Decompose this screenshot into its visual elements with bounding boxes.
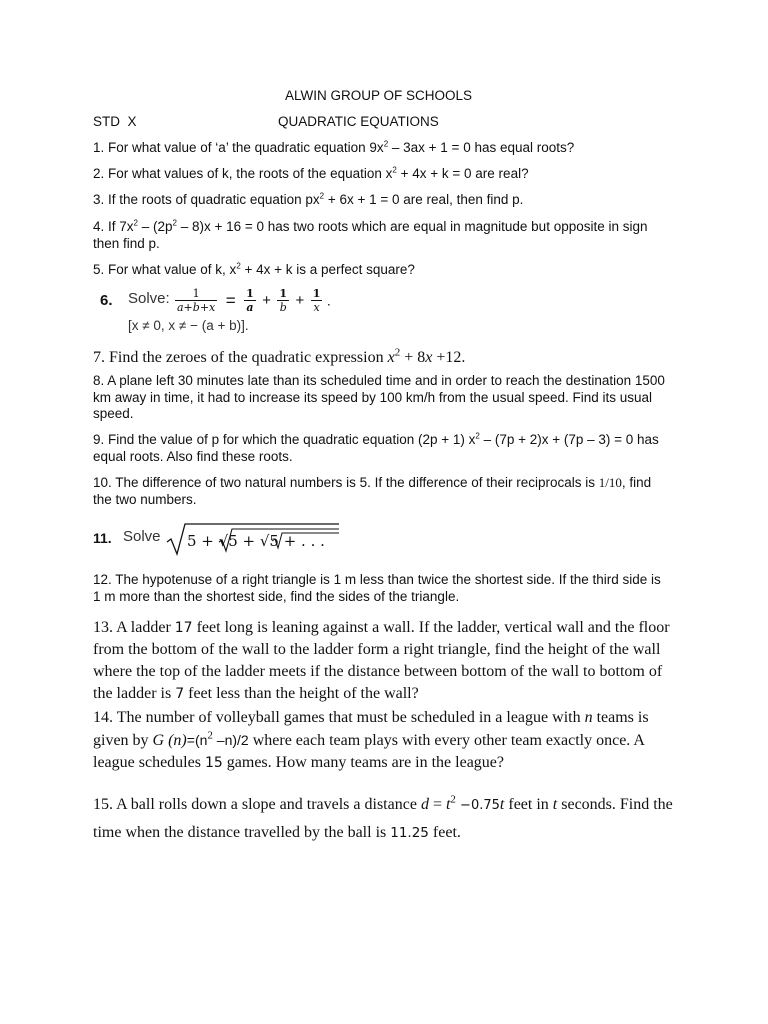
q7-text-c: +12. (432, 349, 466, 366)
q2-sup: 2 (392, 165, 397, 175)
q6-plus-1: + (262, 292, 271, 309)
q6-solve-label: Solve: (128, 290, 170, 307)
q6-lhs-fraction (175, 287, 217, 314)
q7-text-b: + 8 (400, 349, 426, 366)
q7-sup: 2 (394, 346, 401, 359)
question-5 (93, 262, 683, 279)
q15-text-f: feet. (428, 824, 461, 841)
q14-g-of-n: G (n) (152, 732, 187, 749)
q15-eq: = (428, 796, 446, 813)
q14-sup: 2 (207, 729, 213, 742)
question-7 (93, 347, 683, 369)
q14-var-n: n (584, 709, 593, 726)
q7-text-a: 7. Find the zeroes of the quadratic expression (93, 349, 388, 366)
q10-text-b: , find the two numbers. (93, 475, 652, 507)
question-4 (93, 219, 668, 252)
q14-text-f: games. How many teams are in the league? (222, 754, 505, 771)
q15-text-e: seconds. Find the time when the distance travelled by the ball is (93, 796, 673, 841)
q4-text-b: – (2p (137, 219, 173, 234)
topic-title: QUADRATIC EQUATIONS (278, 114, 439, 129)
q9-text-b: – (7p + 2)x + (7p – 3) = 0 has equal roots. Also find these roots. (93, 432, 659, 464)
q5-text-b: + 4x + k is a perfect square? (240, 262, 415, 277)
q11-solve-label: Solve (123, 528, 161, 545)
q6-period: . (326, 292, 331, 309)
q15-value: 11.25 (390, 825, 429, 841)
q13-text-c: feet less than the height of the wall? (184, 685, 419, 702)
q6-term3-denominator: x (313, 301, 320, 314)
q6-term1-denominator: a (246, 301, 254, 314)
q14-text-d: –n)/2 (212, 732, 249, 748)
q6-number: 6. (100, 292, 113, 309)
q10-fraction: 1/10 (598, 475, 622, 490)
q6-term3-fraction (311, 287, 323, 314)
question-14 (93, 707, 683, 774)
q6-term3-numerator: 1 (312, 287, 321, 300)
q1-text-a: 1. For what value of ‘a’ the quadratic equation 9x (93, 140, 384, 155)
q14-text-b: teams is given by (93, 709, 649, 749)
q6-plus-2: + (295, 292, 305, 309)
question-9 (93, 432, 673, 465)
q14-text-c: =(n (186, 732, 208, 748)
question-6 (100, 287, 500, 335)
q13-num-7: 7 (175, 686, 185, 702)
q4-sup-1: 2 (133, 218, 138, 228)
q6-lhs-denominator: a+b+x (177, 301, 216, 314)
q6-equation (175, 287, 331, 314)
q3-text-a: 3. If the roots of quadratic equation px (93, 192, 320, 207)
q14-text-e: where each team plays with every other team exactly once. A league schedules (93, 732, 645, 771)
q9-text-a: 9. Find the value of p for which the quadratic equation (2p + 1) x (93, 432, 476, 447)
q15-text-c: feet in (504, 796, 553, 813)
q3-text-b: + 6x + 1 = 0 are real, then find p. (324, 192, 524, 207)
question-10 (93, 475, 668, 508)
question-3 (93, 192, 683, 209)
question-13 (93, 617, 678, 705)
q15-var-t: t (445, 796, 451, 813)
q4-text-c: – 8)x + 16 = 0 has two roots which are equal in magnitude but opposite in sign then find p. (93, 219, 648, 251)
q6-term2-denominator: b (279, 301, 287, 314)
q3-sup: 2 (319, 191, 325, 201)
q15-text-a: 15. A ball rolls down a slope and travels a distance (93, 796, 421, 813)
q4-sup-2: 2 (172, 218, 177, 228)
q6-equals: = (225, 290, 236, 310)
q6-lhs-numerator: 1 (175, 287, 217, 301)
q11-expression: 5 + √5 + √5 + . . . (187, 532, 325, 550)
question-1 (93, 140, 683, 157)
q6-term1-fraction (244, 287, 256, 314)
question-12: 12. The hypotenuse of a right triangle is 1 m less than twice the shortest side. If the third side is 1 m more than the shortest side, find the sides of the triangle. (93, 572, 661, 604)
q1-sup: 2 (383, 139, 389, 149)
q6-condition: [x ≠ 0, x ≠ − (a + b)]. (128, 318, 249, 333)
q6-term2-fraction (277, 287, 289, 314)
q1-text-b: – 3ax + 1 = 0 has equal roots? (388, 140, 575, 155)
q15-var-t3: t (552, 796, 558, 813)
q5-text-a: 5. For what value of k, x (93, 262, 237, 277)
q10-text-a: 10. The difference of two natural numbers is 5. If the difference of their reciprocals is (93, 475, 599, 490)
question-8: 8. A plane left 30 minutes late than its scheduled time and in order to reach the destination 1500 km away in time, it had to increase its speed by 100 km/h from the usual speed. Find its usual speed. (93, 373, 665, 421)
question-2 (93, 166, 683, 183)
question-11 (93, 522, 393, 558)
q14-num-15: 15 (204, 755, 223, 771)
q15-text-b: −0.75 (455, 798, 500, 813)
q4-text-a: 4. If 7x (93, 219, 134, 234)
q14-text-a: 14. The number of volleyball games that must be scheduled in a league with (93, 709, 585, 726)
q2-text-b: + 4x + k = 0 are real? (396, 166, 529, 181)
q13-text-b: feet long is leaning against a wall. If the ladder, vertical wall and the floor from the bottom of the wall to the ladder form a right triangle, find the height of the wall where the top of the ladder meets if the distance between bottom of the wall to bottom of the ladder is (93, 619, 670, 702)
q13-num-17: 17 (174, 620, 193, 636)
q15-var-t2: t (499, 796, 505, 813)
q5-sup: 2 (236, 261, 241, 271)
q9-sup: 2 (475, 431, 480, 441)
q2-text-a: 2. For what values of k, the roots of the equation x (93, 166, 393, 181)
q6-term1-numerator: 1 (246, 287, 254, 300)
school-title: ALWIN GROUP OF SCHOOLS (285, 88, 473, 103)
std-label: STD X (93, 114, 137, 129)
q15-var-d: d (420, 796, 429, 813)
q6-term2-numerator: 1 (279, 287, 288, 300)
q7-var-x: x (387, 349, 395, 366)
q7-var-x2: x (425, 349, 433, 366)
question-15 (93, 791, 683, 847)
q13-text-a: 13. A ladder (93, 619, 175, 636)
q15-sup: 2 (450, 793, 456, 806)
q11-number: 11. (93, 530, 112, 546)
